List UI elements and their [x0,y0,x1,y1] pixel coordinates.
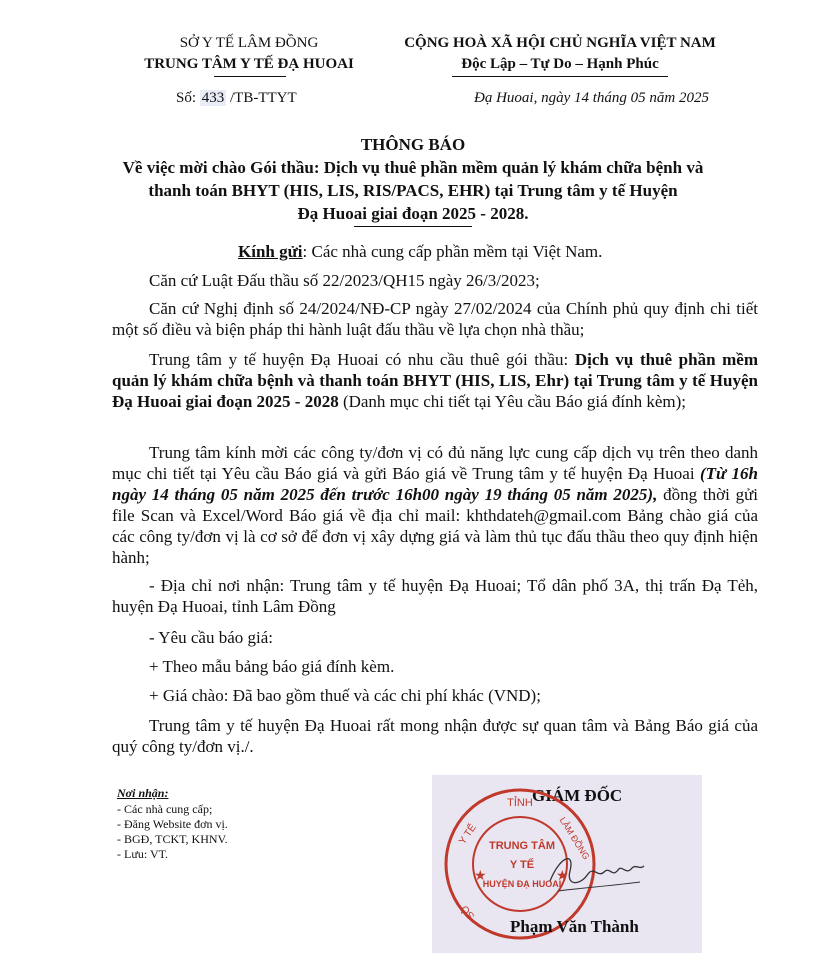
recipient-item: - BGĐ, TCKT, KHNV. [117,832,228,846]
legal-basis-1: Căn cứ Luật Đấu thầu số 22/2023/QH15 ngày 26/3/2023; [149,271,540,290]
national-header [380,33,740,75]
stamp-center-line-1: TRUNG TÂM [489,840,555,852]
recipient-line [238,241,758,262]
agency-header [118,33,380,75]
place-date: Đạ Huoai, ngày 14 tháng 05 năm 2025 [474,90,709,106]
title-block [60,133,766,225]
stamp-left-text: Y TẾ [457,822,479,847]
svg-text:★: ★ [556,869,569,884]
package-name: Dịch vụ thuê phần mềm quản lý khám chữa bệnh và thanh toán BHYT (HIS, LIS, Ehr) tại Trung tâm y tế Huyện Đạ Huoai giai đoạn 2025 - 2028 [112,350,758,411]
title-underline [354,226,472,227]
recipient-text: : Các nhà cung cấp phần mềm tại Việt Nam. [302,242,603,261]
stamp-center-line-2: Y TẾ [509,859,535,871]
quote-requirements: - Yêu cầu báo giá: [149,628,273,647]
signer-name: Phạm Văn Thành [510,917,639,936]
subject-line-3: Đạ Huoai giai đoạn 2025 - 2028. [297,204,529,223]
national-motto: Độc Lập – Tự Do – Hạnh Phúc [461,56,659,72]
stamp-center-line-3: HUYỆN ĐẠ HUOAI [482,879,562,889]
stamp-right-text: LÂM ĐỒNG [557,815,592,862]
legal-basis-2: Căn cứ Nghị định số 24/2024/NĐ-CP ngày 27/02/2024 của Chính phủ quy định chi tiết một số điều và biện pháp thi hành luật đấu thầu về lựa chọn nhà thầu; [112,299,758,339]
closing-paragraph: Trung tâm y tế huyện Đạ Huoai rất mong nhận được sự quan tâm và Bảng Báo giá của quý công ty/đơn vị./. [112,716,758,756]
requirement-template: + Theo mẫu bảng báo giá đính kèm. [149,657,395,676]
parent-agency: SỞ Y TẾ LÂM ĐỒNG [179,35,319,51]
recipient-item: - Lưu: VT. [117,847,169,861]
stamp-top-text: TỈNH [507,797,533,809]
subject-line-2: thanh toán BHYT (HIS, LIS, RIS/PACS, EHR) tại Trung tâm y tế Huyện [148,181,678,200]
requirement-price: + Giá chào: Đã bao gồm thuế và các chi phí khác (VND); [149,686,541,705]
invitation-paragraph: Trung tâm kính mời các công ty/đơn vị có đủ năng lực cung cấp dịch vụ trên theo danh mục chi tiết tại Yêu cầu Báo giá và gửi Báo giá về Trung tâm y tế huyện Đạ Huoai (Từ 16h ngày 14 tháng 05 năm 2025 đến trước 16h00 ngày 19 tháng 05 năm 2025), đồng thời gửi file Scan và Excel/Word Báo giá về địa chỉ mail: khthdateh@gmail.com Bảng chào giá của các công ty/đơn vị là cơ sở để đơn vị xây dựng giá và làm thủ tục đấu thầu theo quy định hiện hành; [112,443,759,567]
recipient-label: Kính gửi [238,242,303,261]
recipient-item: - Đăng Website đơn vị. [117,817,228,831]
signer-position: GIÁM ĐỐC [532,786,623,805]
delivery-address: - Địa chỉ nơi nhận: Trung tâm y tế huyện Đạ Huoai; Tổ dân phố 3A, thị trấn Đạ Tẻh, huyện Đạ Huoai, tỉnh Lâm Đồng [112,576,758,616]
package-paragraph: Trung tâm y tế huyện Đạ Huoai có nhu cầu thuê gói thầu: Dịch vụ thuê phần mềm quản lý khám chữa bệnh và thanh toán BHYT (HIS, LIS, Ehr) tại Trung tâm y tế Huyện Đạ Huoai giai đoạn 2025 - 2028 (Danh mục chi tiết tại Yêu cầu Báo giá đính kèm); [112,350,758,411]
stamp-bottom-text: SỞ [458,902,478,921]
recipients-label: Nơi nhận: [117,786,169,800]
recipients-list [117,786,357,862]
handwritten-signature [540,836,650,906]
submission-deadline: (Từ 16h ngày 14 tháng 05 năm 2025 đến trước 16h00 ngày 19 tháng 05 năm 2025), [112,464,758,504]
issuing-agency: TRUNG TÂM Y TẾ ĐẠ HUOAI [144,56,354,72]
recipient-item: - Các nhà cung cấp; [117,802,213,816]
agency-underline [214,76,286,77]
document-number-value: 433 [201,90,225,106]
notice-heading: THÔNG BÁO [360,135,466,154]
motto-underline [452,76,668,77]
subject-line-1: Về việc mời chào Gói thầu: Dịch vụ thuê phần mềm quản lý khám chữa bệnh và [122,158,704,177]
national-title: CỘNG HOÀ XÃ HỘI CHỦ NGHĨA VIỆT NAM [404,35,716,51]
document-number: Số: 433 /TB-TTYT [176,90,297,106]
svg-text:★: ★ [474,869,487,884]
